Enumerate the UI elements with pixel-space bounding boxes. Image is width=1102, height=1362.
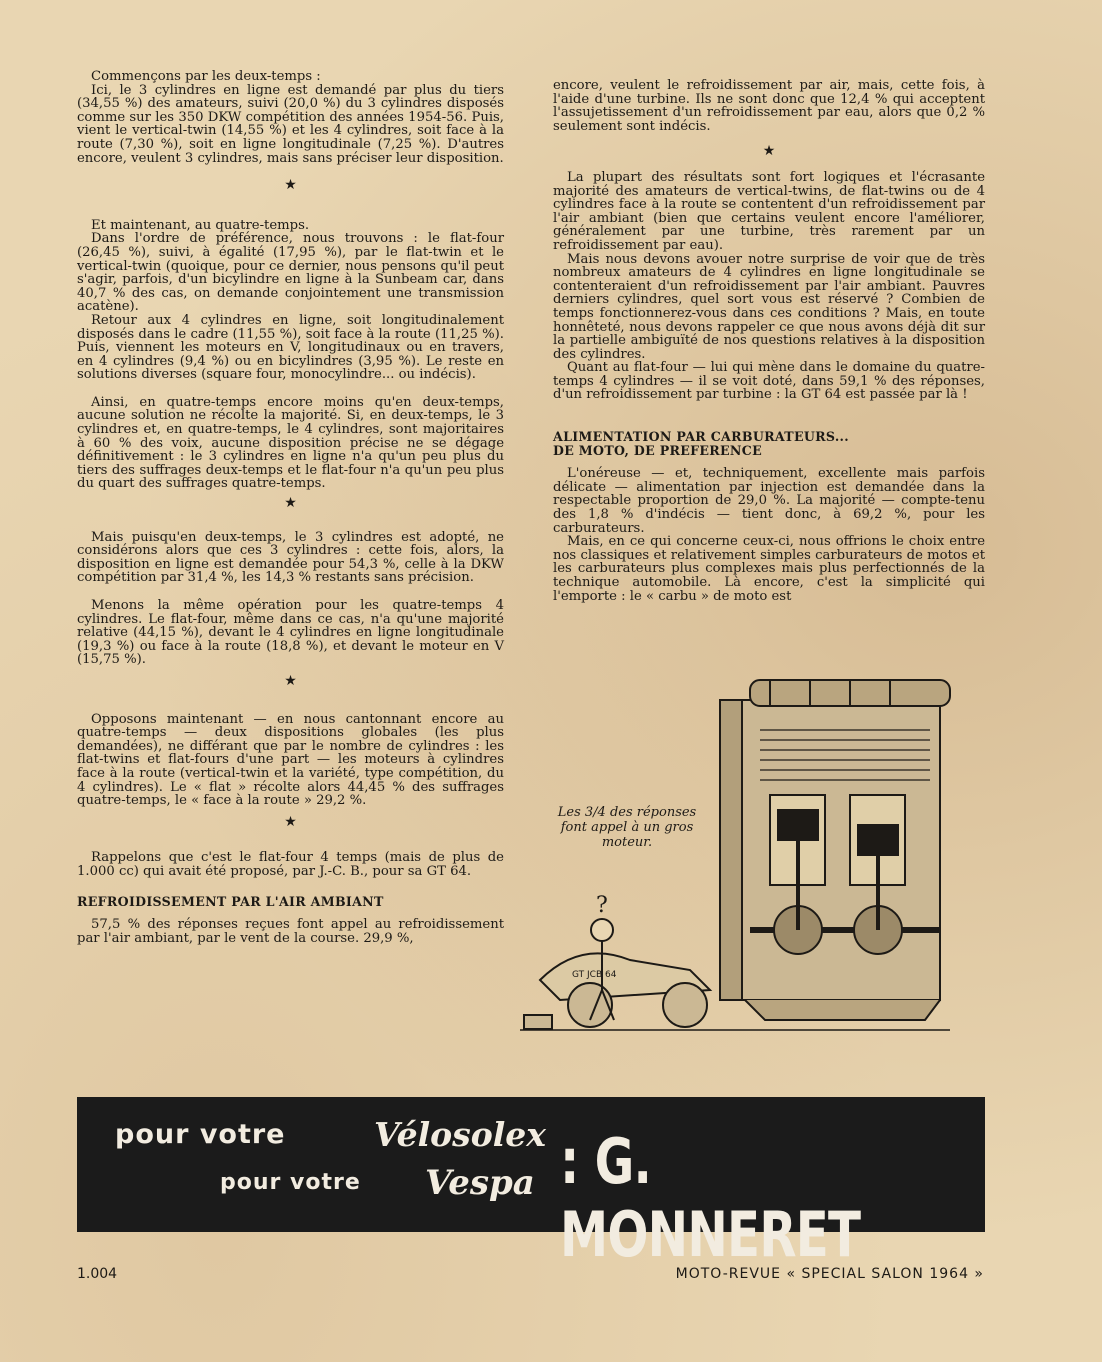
ad-brand-velosolex: Vélosolex	[374, 1115, 546, 1154]
ad-dealer-name: : G. MONNERET	[560, 1125, 861, 1271]
paragraph: 57,5 % des réponses reçues font appel au refroidissement par l'air ambiant, par le vent de la course. 29,9 %,	[77, 917, 504, 946]
star-separator: ★	[284, 672, 297, 689]
section-heading-line1: ALIMENTATION PAR CARBURATEURS...	[553, 429, 849, 445]
paragraph: Menons la même opération pour les quatre-temps 4 cylindres. Le flat-four, même dans ce cas, n'a qu'une majorité relative (44,15 %), devant le 4 cylindres en ligne longitudinale (19,3 %) ou face à la route (18,8 %), et devant le moteur en V (15,75 %).	[77, 598, 504, 668]
paragraph: Mais puisqu'en deux-temps, le 3 cylindres est adopté, ne considérons alors que ces 3 cylindres : cette fois, alors, la disposition en ligne est demandée pour 54,3 %, celle à la DKW compétition par 31,4 %, les 14,3 % restants sans précision.	[77, 529, 504, 586]
paragraph: Opposons maintenant — en nous cantonnant encore au quatre-temps — deux dispositions globales (les plus demandées), ne différant que par le nombre de cylindres : les flat-twins et flat-fours d'une part — les moteurs à cylindres face à la route (vertical-twin et la variété, type compétition, du 4 cylindres). Le « flat » récolte alors 44,45 % des suffrages quatre-temps, le « face à la route » 29,2 %.	[77, 711, 504, 809]
paragraph: Dans l'ordre de préférence, nous trouvons : le flat-four (26,45 %), suivi, à égalité (17,95 %), par le flat-twin et le vertical-twin (quoique, pour ce dernier, nous pensons qu'il peut s'agir, parfois, d'un bicylindre en ligne à la Sunbeam car, dans 40,7 % des cas, on demande conjointement une transmission acatène).	[77, 231, 504, 315]
section-heading	[553, 430, 985, 457]
paragraph: Et maintenant, au quatre-temps.	[91, 217, 310, 233]
star-separator: ★	[284, 177, 297, 194]
illustration-caption: Les 3/4 des réponses font appel à un gros moteur.	[557, 805, 697, 850]
section-heading-line2: DE MOTO, DE PREFERENCE	[553, 442, 762, 458]
engine-illustration	[520, 660, 960, 1040]
star-separator: ★	[284, 495, 297, 512]
left-column	[77, 70, 504, 945]
license-plate: GT JCB 64	[572, 970, 617, 980]
ad-brand-vespa: Vespa	[425, 1163, 535, 1203]
paragraph: Commençons par les deux-temps :	[91, 69, 321, 84]
paragraph: Ainsi, en quatre-temps encore moins qu'en deux-temps, aucune solution ne récolte la majorité. Si, en deux-temps, le 3 cylindres et, en quatre-temps, le 4 cylindres, sont majoritaires à 60 % des voix, aucune disposition précise ne se dégage définitivement : le 3 cylindres en ligne n'a qu'un peu plus du tiers des suffrages deux-temps et le flat-four n'a qu'un peu plus du quart des suffrages quatre-temps.	[77, 394, 504, 492]
right-column	[553, 79, 985, 603]
paragraph: L'onéreuse — et, techniquement, excellente mais parfois délicate — alimentation par injection est demandée dans la respectable proportion de 29,0 %. La majorité — compte-tenu des 1,8 % d'indécis — tient donc, à 69,2 %, pour les carburateurs.	[553, 466, 985, 536]
paragraph: Mais, en ce qui concerne ceux-ci, nous offrions le choix entre nos classiques et relativement simples carburateurs de motos et les carburateurs plus complexes mais plus perfectionnés de la technique automobile. Là encore, c'est la simplicité qui l'emporte : le « carbu » de moto est	[553, 534, 985, 604]
advertisement-banner	[77, 1097, 985, 1271]
footer-publication: MOTO-REVUE « SPECIAL SALON 1964 »	[675, 1266, 984, 1282]
star-separator: ★	[284, 813, 297, 830]
star-separator: ★	[762, 143, 776, 160]
ad-line-2: pour votre	[220, 1170, 361, 1195]
paragraph: Retour aux 4 cylindres en ligne, soit longitudinalement disposés dans le cadre (11,55 %), soit face à la route (11,25 %). Puis, viennent les moteurs en V, longitudinaux ou en travers, en 4 cylindres (9,4 %) ou en bicylindres (3,95 %). Le reste en solutions diverses (square four, monocylindre... ou indécis).	[77, 312, 504, 383]
question-mark: ?	[596, 893, 608, 918]
ad-line-1: pour votre	[115, 1119, 286, 1150]
paragraph: Ici, le 3 cylindres en ligne est demandé par plus du tiers (34,55 %) des amateurs, suivi (20,0 %) du 3 cylindres disposés comme sur les 350 DKW compétition des années 1954-56. Puis, vient le vertical-twin (14,55 %) et les 4 cylindres, soit face à la route (7,30 %), soit en ligne longitudinale (7,25 %). D'autres encore, veulent 3 cylindres, mais sans préciser leur disposition.	[77, 82, 504, 166]
page-number: 1.004	[77, 1266, 118, 1282]
section-heading: REFROIDISSEMENT PAR L'AIR AMBIANT	[77, 893, 384, 909]
paragraph: encore, veulent le refroidissement par air, mais, cette fois, à l'aide d'une turbine. Ils ne sont donc que 12,4 % qui acceptent l'assujetissement d'un refroidissement par eau, alors que 0,2 % seulement sont indécis.	[553, 78, 985, 134]
paragraph: Rappelons que c'est le flat-four 4 temps (mais de plus de 1.000 cc) qui avait été proposé, par J.-C. B., pour sa GT 64.	[77, 850, 504, 879]
paragraph: Quant au flat-four — lui qui mène dans le domaine du quatre-temps 4 cylindres — il se voit doté, dans 59,1 % des réponses, d'un refroidissement par turbine : la GT 64 est passée par là !	[553, 360, 985, 403]
paragraph: Mais nous devons avouer notre surprise de voir que de très nombreux amateurs de 4 cylindres en ligne longitudinale se contenteraient d'un refroidissement par l'air ambiant. Pauvres derniers cylindres, quel sort vous est réservé ? Combien de temps fonctionnerez-vous dans ces conditions ? Mais, en toute honnêteté, nous devons rappeler ce que nous avons déjà dit sur la partielle ambiguïté de nos questions relatives à la disposition des cylindres.	[553, 251, 985, 362]
paragraph: La plupart des résultats sont fort logiques et l'écrasante majorité des amateurs de vertical-twins, de flat-twins ou de 4 cylindres face à la route se contentent d'un refroidissement par l'air ambiant (bien que certains veulent encore l'améliorer, généralement par une turbine, très rarement par un refroidissement par eau).	[553, 169, 985, 253]
